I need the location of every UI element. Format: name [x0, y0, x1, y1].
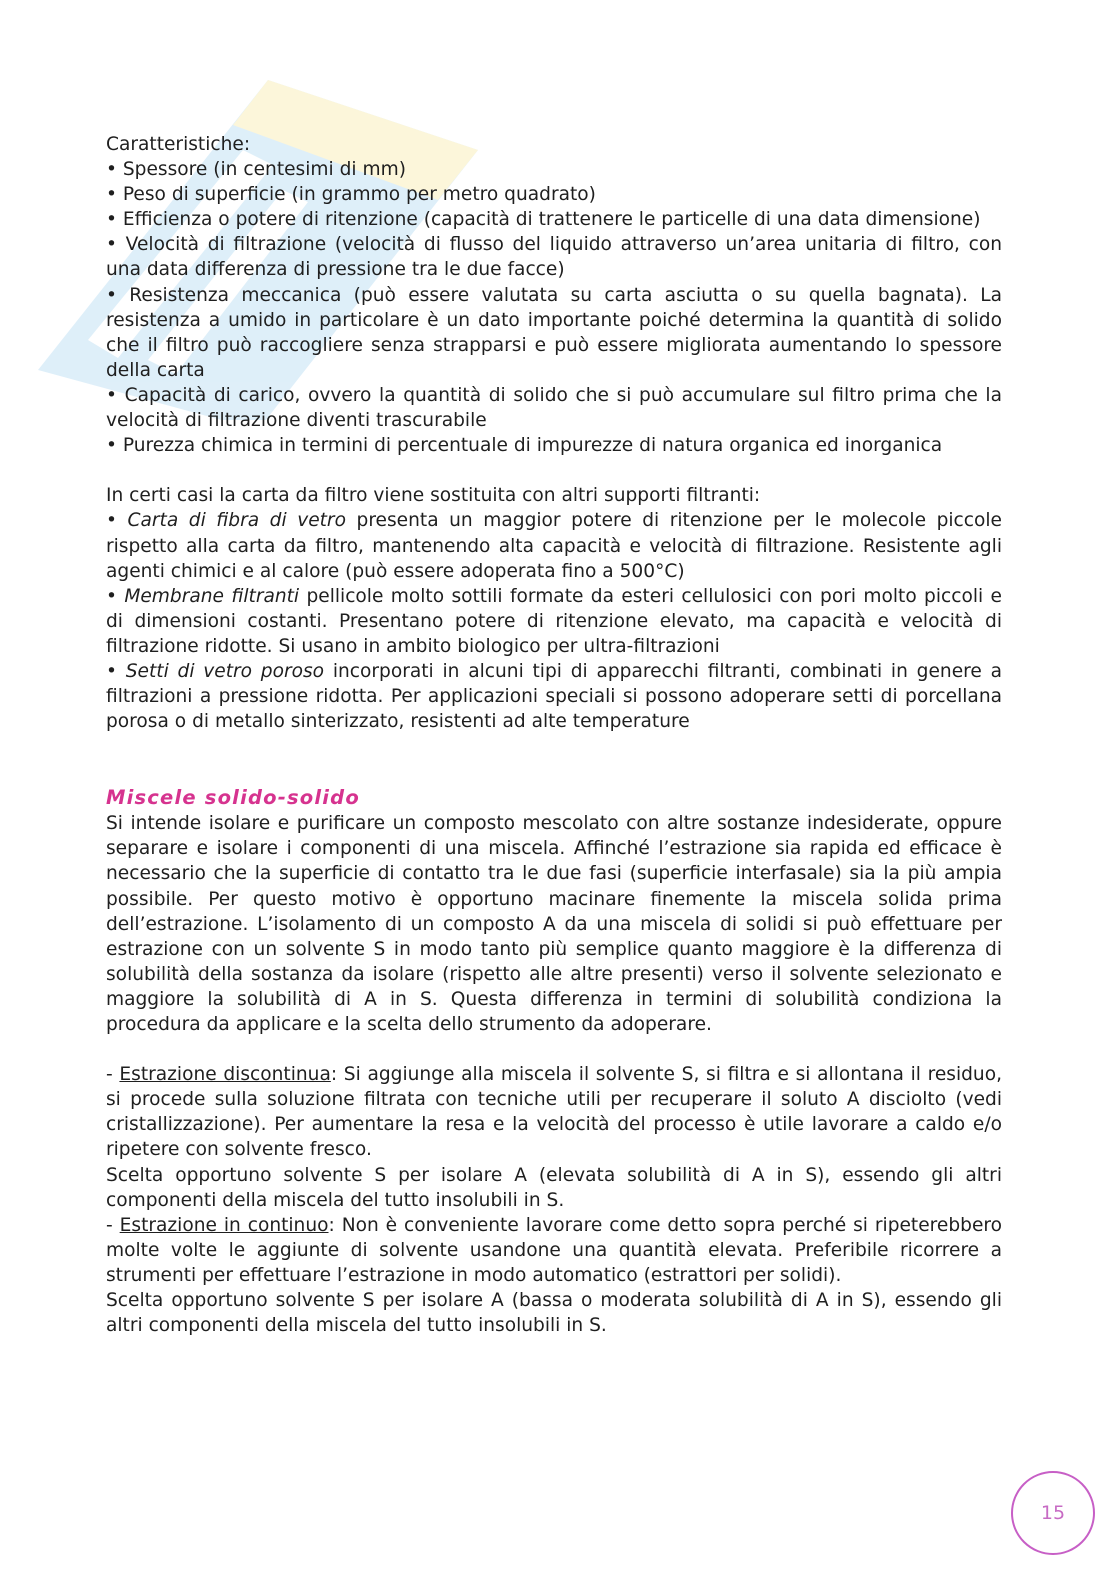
section-heading: Miscele solido-solido: [106, 786, 360, 810]
item-text: : Si aggiunge alla miscela il solvente S, si filtra e si allontana il residuo, si procede sulla soluzione filtrata con tecniche utili per recuperare il soluto A disciolto (vedi cristallizzazione). Per aumentare la resa e la velocità del processo è utile lavorare a caldo e/o ripetere con solvente fresco.: [106, 1064, 1002, 1161]
spacer: [106, 1037, 1002, 1062]
list-item: • Velocità di filtrazione (velocità di flusso del liquido attraverso un’area unitaria di filtro, con una data differenza di pressione tra le due facce): [106, 234, 1002, 281]
page-number: 15: [1040, 1502, 1066, 1524]
list-item: [106, 508, 1002, 583]
list-item: • Efficienza o potere di ritenzione (capacità di trattenere le particelle di una data dimensione): [106, 209, 981, 231]
bullet: •: [106, 585, 125, 607]
discontinuous-note: Scelta opportuno solvente S per isolare A (elevata solubilità di A in S), essendo gli altri componenti della miscela del tutto insolubili in S.: [106, 1164, 1002, 1211]
bullet: •: [106, 510, 128, 532]
page-content: [106, 132, 1002, 1338]
term-estrazione-discontinua: Estrazione discontinua: [119, 1064, 331, 1086]
dash: -: [106, 1064, 120, 1086]
discontinuous-extraction: [106, 1062, 1002, 1162]
continuous-extraction: [106, 1213, 1002, 1288]
page-number-badge: [1011, 1471, 1095, 1555]
term-setti-vetro-poroso: Setti di vetro poroso: [125, 660, 325, 682]
bullet: •: [106, 660, 126, 682]
spacer: [106, 458, 1002, 483]
list-item: [106, 584, 1002, 659]
spacer: [106, 734, 1002, 784]
item-text: : Non è conveniente lavorare come detto sopra perché si ripeterebbero molte volte le aggiunte di solvente usandone una quantità elevata. Preferibile ricorrere a strumenti per effettuare l’estrazione in modo automatico (estrattori per solidi).: [106, 1214, 1002, 1286]
intro-paragraph: Si intende isolare e purificare un composto mescolato con altre sostanze indesiderate, oppure separare e isolare i componenti di una miscela. Affinché l’estrazione sia rapida ed efficace è necessario che la superficie di contatto tra le due fasi (superficie interfasale) sia la più ampia possibile. Per questo motivo è opportuno macinare finemente la miscela solida prima dell’estrazione. L’isolamento di un composto A da una miscela di solidi si può effettuare per estrazione con un solvente S in modo tanto più semplice quanto maggiore è la differenza di solubilità della sostanza da isolare (rispetto alle altre presenti) verso il solvente selezionato e maggiore la solubilità di A in S. Questa differenza in termini di solubilità condiziona la procedura da applicare e la scelta dello strumento da adoperare.: [106, 813, 1002, 1035]
term-membrane-filtranti: Membrane filtranti: [124, 585, 300, 607]
list-item: • Capacità di carico, ovvero la quantità di solido che si può accumulare sul filtro prima che la velocità di filtrazione diventi trascurabile: [106, 384, 1002, 432]
list-item: • Purezza chimica in termini di percentuale di impurezze di natura organica ed inorganica: [106, 435, 943, 457]
item-text: pellicole molto sottili formate da esteri cellulosici con pori molto piccoli e di dimensioni costanti. Presentano potere di ritenzione elevato, ma capacità e velocità di filtrazione ridotte. Si usano in ambito biologico per ultra-filtrazioni: [106, 585, 1002, 657]
continuous-note: Scelta opportuno solvente S per isolare A (bassa o moderata solubilità di A in S), essendo gli altri componenti della miscela del tutto insolubili in S.: [106, 1290, 1002, 1337]
characteristics-intro: Caratteristiche:: [106, 134, 251, 155]
item-text: presenta un maggior potere di ritenzione per le molecole piccole rispetto alla carta da filtro, mantenendo alta capacità e velocità di filtrazione. Resistente agli agenti chimici e al calore (può essere adoperata fino a 500°C): [106, 510, 1002, 582]
supports-intro: In certi casi la carta da filtro viene sostituita con altri supporti filtranti:: [106, 485, 761, 507]
term-estrazione-continuo: Estrazione in continuo: [119, 1214, 329, 1236]
item-text: incorporati in alcuni tipi di apparecchi filtranti, combinati in genere a filtrazioni a pressione ridotta. Per applicazioni speciali si possono adoperare setti di porcellana porosa o di metallo sinterizzato, resistenti ad alte temperature: [106, 660, 1002, 733]
list-item: • Spessore (in centesimi di mm): [106, 159, 406, 181]
list-item: [106, 659, 1002, 734]
list-item: • Resistenza meccanica (può essere valutata su carta asciutta o su quella bagnata). La resistenza a umido in particolare è un dato importante poiché determina la quantità di solido che il filtro può raccogliere senza strapparsi e può essere migliorata aumentando lo spessore della carta: [106, 284, 1002, 381]
list-item: • Peso di superficie (in grammo per metro quadrato): [106, 184, 596, 206]
term-carta-fibra-vetro: Carta di fibra di vetro: [127, 510, 346, 532]
dash: -: [106, 1214, 120, 1236]
